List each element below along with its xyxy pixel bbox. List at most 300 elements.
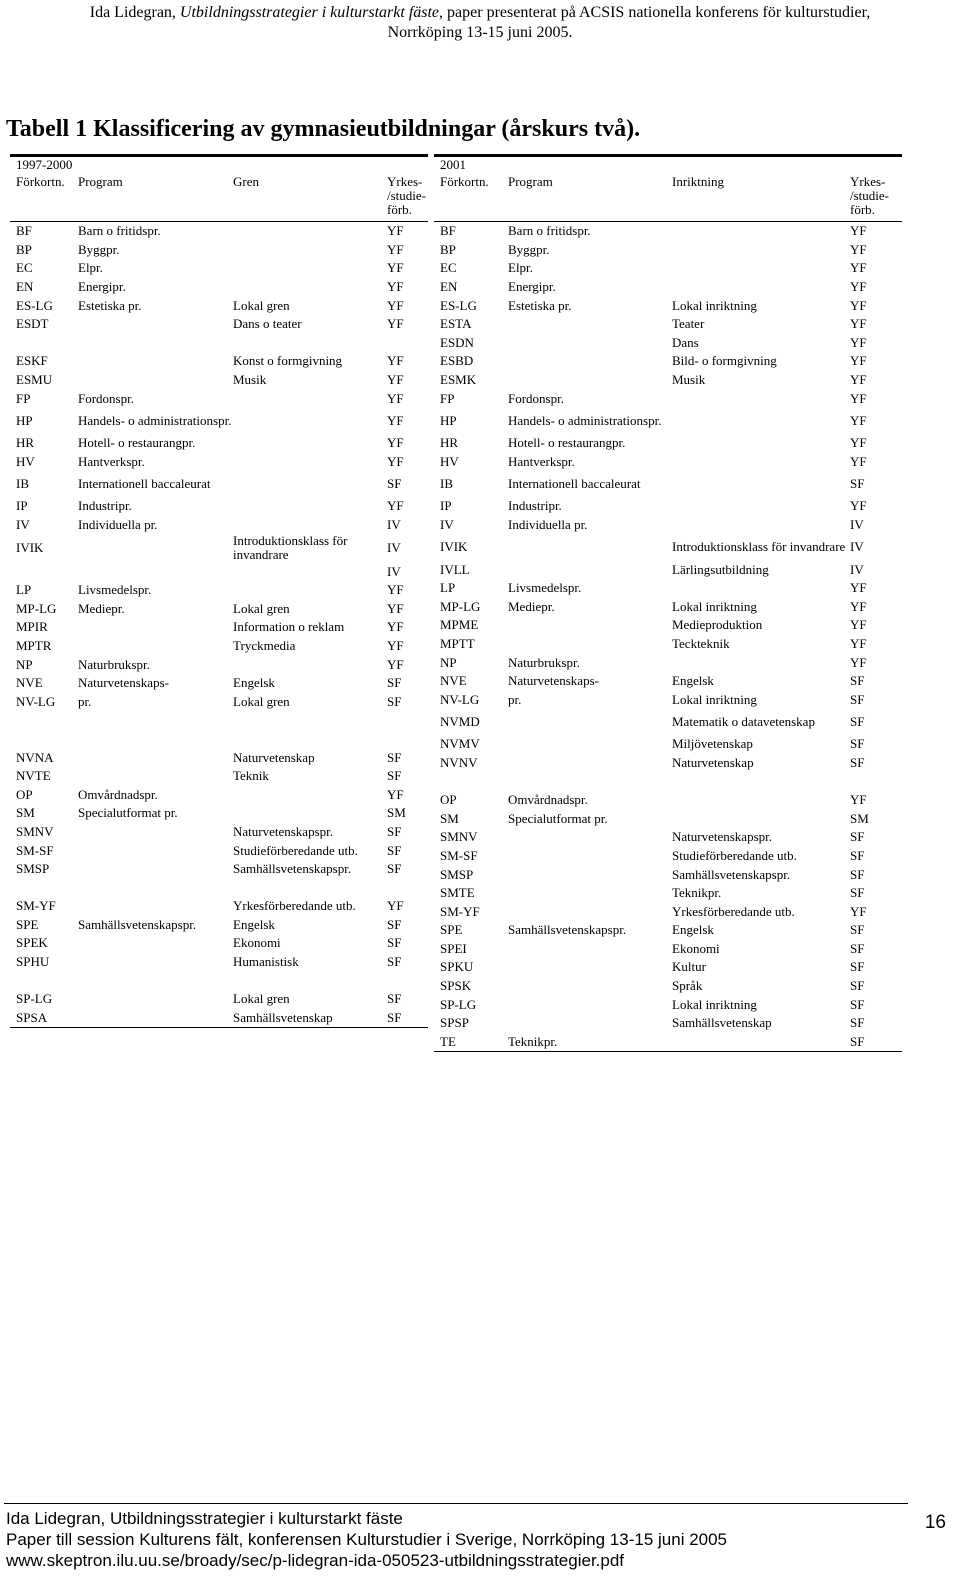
table-cell — [233, 453, 387, 472]
table-cell: Musik — [672, 372, 706, 388]
table-cell: Elpr. — [508, 260, 533, 276]
table-cell — [508, 560, 672, 579]
table-cell — [78, 315, 233, 334]
table-row — [10, 222, 428, 241]
table-cell: Mediepr. — [508, 598, 555, 614]
table-cell: SF — [387, 861, 402, 877]
table-cell: Ekonomi — [672, 940, 720, 956]
table-cell: YF — [387, 390, 404, 406]
table-cell: YF — [387, 316, 404, 332]
table-cell: Naturvetenskap — [233, 749, 315, 765]
table-row — [10, 730, 428, 749]
table-cell: HR — [440, 435, 459, 451]
table-cell: YF — [850, 241, 867, 257]
table-cell: Byggpr. — [508, 241, 550, 257]
table-cell: YF — [850, 903, 867, 919]
table-cell: Individuella pr. — [78, 517, 158, 533]
table-row — [10, 334, 428, 353]
table-cell: Dans o teater — [233, 316, 302, 332]
table-cell — [10, 562, 78, 581]
table-cell: YF — [387, 279, 404, 295]
table-cell: Energipr. — [78, 279, 126, 295]
table-cell: SF — [387, 823, 402, 839]
table-cell: SPSP — [440, 1015, 469, 1031]
column-header-part: Yrkes- — [850, 174, 886, 189]
table-cell: EC — [16, 260, 33, 276]
table-cell: SF — [387, 768, 402, 784]
column-header-part: Yrkes- — [387, 174, 423, 189]
table-row — [10, 389, 428, 408]
table-cell — [508, 958, 672, 977]
table-cell: IV — [850, 517, 864, 533]
table-cell: SM-YF — [440, 903, 480, 919]
table-row — [434, 560, 902, 579]
table-cell: SPEK — [16, 935, 48, 951]
table-cell: YF — [850, 223, 867, 239]
column-header-part: förb. — [387, 202, 412, 217]
table-cell: ESMK — [440, 372, 477, 388]
table-cell: HP — [16, 412, 33, 428]
table-cell: Lokal inriktning — [672, 598, 757, 614]
table-cell: YF — [850, 453, 867, 469]
table-cell: YF — [387, 582, 404, 598]
table-row — [10, 408, 428, 434]
table-cell: SMSP — [16, 861, 50, 877]
table-cell — [672, 278, 850, 297]
table-cell — [78, 823, 233, 842]
table-row — [434, 958, 902, 977]
table-cell: Barn o fritidspr. — [78, 223, 161, 239]
table-row — [10, 600, 428, 619]
table-cell — [508, 884, 672, 903]
table-cell — [233, 878, 387, 897]
table-cell: NP — [440, 654, 457, 670]
table-row — [434, 635, 902, 654]
table-cell: BF — [16, 223, 32, 239]
table-cell: Humanistisk — [233, 954, 299, 970]
table-cell: IV — [387, 540, 401, 556]
table-cell — [10, 334, 78, 353]
table-cell — [434, 772, 508, 791]
table-cell: YF — [387, 260, 404, 276]
table-cell — [78, 841, 233, 860]
table-cell: SPE — [16, 916, 39, 932]
column-header: Program — [78, 172, 233, 222]
table-cell — [233, 222, 387, 241]
table-cell: Estetiska pr. — [78, 297, 142, 313]
table-cell: Lokal inriktning — [672, 996, 757, 1012]
table-cell: Teckteknik — [672, 635, 730, 651]
table-cell — [78, 878, 233, 897]
table-row — [434, 534, 902, 560]
column-header-part: förb. — [850, 202, 875, 217]
table-cell: MPIR — [16, 619, 48, 635]
table-cell: YF — [387, 637, 404, 653]
table-cell: SF — [387, 991, 402, 1007]
table-cell: YF — [387, 498, 404, 514]
table-cell — [233, 581, 387, 600]
table-cell: YF — [387, 619, 404, 635]
table-cell: SF — [387, 842, 402, 858]
table-cell: TE — [434, 1033, 508, 1052]
table-cell — [508, 534, 672, 560]
table-cell: YF — [850, 353, 867, 369]
table-cell: Språk — [672, 978, 703, 994]
table-cell — [387, 730, 428, 749]
table-cell: Handels- o administrationspr. — [78, 412, 232, 428]
column-header — [387, 172, 428, 222]
table-cell: Industripr. — [78, 498, 132, 514]
table-cell: YF — [850, 279, 867, 295]
table-cell: YF — [850, 372, 867, 388]
table-cell — [850, 772, 902, 791]
table-cell — [672, 389, 850, 408]
table-cell — [10, 711, 78, 730]
table-row — [434, 653, 902, 672]
table-row — [10, 971, 428, 990]
table-cell: NVTE — [16, 768, 51, 784]
table-cell: Samhällsvetenskap — [672, 1015, 772, 1031]
table-cell: FP — [440, 390, 455, 406]
table-cell: Specialutformat pr. — [78, 805, 178, 821]
table-cell: SPKU — [440, 959, 474, 975]
table-cell — [387, 711, 428, 730]
table-row — [10, 916, 428, 935]
table-cell: YF — [387, 453, 404, 469]
table-cell: SF — [850, 691, 865, 707]
table-cell: IP — [440, 498, 452, 514]
table-row — [10, 674, 428, 693]
table-cell: YF — [387, 297, 404, 313]
footer-line-3[interactable]: www.skeptron.ilu.uu.se/broady/sec/p-lidegran-ida-050523-utbildningsstrategier.pdf — [6, 1551, 625, 1570]
table-cell: Lokal inriktning — [672, 297, 757, 313]
table-cell: YF — [850, 598, 867, 614]
table-row — [10, 860, 428, 879]
table-cell: SM — [850, 810, 869, 826]
table-row — [10, 692, 428, 711]
table-cell — [672, 471, 850, 497]
table-cell — [233, 241, 387, 260]
table-row — [10, 241, 428, 260]
table-cell — [78, 934, 233, 953]
table-cell: NVE — [16, 675, 43, 691]
table-cell — [508, 315, 672, 334]
table-cell: Naturvetenskapspr. — [672, 829, 773, 845]
column-header: Förkortn. — [434, 172, 508, 222]
table-cell — [508, 735, 672, 754]
table-cell: SPE — [440, 922, 463, 938]
table-row — [10, 315, 428, 334]
table-row — [434, 902, 902, 921]
table-cell: ESBD — [440, 353, 474, 369]
table-cell: Byggpr. — [78, 241, 120, 257]
table-cell: ESDN — [440, 334, 474, 350]
column-header-row — [434, 172, 902, 222]
column-header-row — [10, 172, 428, 222]
table-cell: SM-SF — [16, 842, 54, 858]
table-row — [10, 785, 428, 804]
table-cell — [10, 878, 78, 897]
table-row — [434, 516, 902, 535]
table-cell: YF — [850, 334, 867, 350]
table-cell: Internationell baccaleurat — [78, 476, 211, 492]
table-cell: SF — [387, 916, 402, 932]
table-cell — [508, 616, 672, 635]
table-cell: ESKF — [16, 353, 48, 369]
table-cell: SF — [850, 866, 865, 882]
table-cell — [387, 971, 428, 990]
table-cell: Naturbrukspr. — [508, 654, 580, 670]
table-cell — [78, 618, 233, 637]
table-cell: pr. — [78, 693, 92, 709]
table-row — [434, 296, 902, 315]
table-cell: YF — [850, 390, 867, 406]
table-cell — [508, 847, 672, 866]
table-cell: YF — [850, 654, 867, 670]
table-cell: SF — [387, 749, 402, 765]
table-cell — [672, 453, 850, 472]
table-cell: Lokal gren — [233, 693, 290, 709]
table-cell: IV — [850, 539, 864, 555]
table-cell: NVMD — [440, 714, 480, 730]
table-cell: MPTT — [440, 635, 475, 651]
table-row — [434, 828, 902, 847]
table-cell — [78, 352, 233, 371]
header-line-2: Norrköping 13-15 juni 2005. — [387, 24, 573, 41]
table-cell — [508, 940, 672, 959]
table-cell: Estetiska pr. — [508, 297, 572, 313]
table-cell: Internationell baccaleurat — [508, 476, 641, 492]
table-cell: Energipr. — [508, 279, 556, 295]
table-cell: NVNV — [440, 754, 478, 770]
table-cell — [78, 371, 233, 390]
table-cell: Teknikpr. — [672, 885, 722, 901]
table-cell: MP-LG — [440, 598, 481, 614]
table-cell: ES-LG — [440, 297, 477, 313]
table-cell: Teknik — [233, 768, 269, 784]
table-cell: YF — [850, 412, 867, 428]
table-row — [434, 977, 902, 996]
table-cell: BP — [16, 241, 32, 257]
table-row — [434, 241, 902, 260]
table-row — [10, 434, 428, 453]
table-1997-2000 — [10, 154, 428, 1028]
table-row — [434, 791, 902, 810]
table-row — [10, 534, 428, 562]
table-cell: SF — [850, 996, 865, 1012]
table-cell: Bild- o formgivning — [672, 353, 777, 369]
table-cell: HV — [440, 453, 459, 469]
table-row — [434, 434, 902, 453]
table-cell: Specialutformat pr. — [508, 810, 608, 826]
table-cell: SMTE — [440, 885, 475, 901]
table-cell — [672, 241, 850, 260]
table-cell: Individuella pr. — [508, 517, 588, 533]
table-cell: YF — [387, 372, 404, 388]
table-cell: Konst o formgivning — [233, 353, 343, 369]
table-cell: SF — [850, 754, 865, 770]
table-cell: Lokal gren — [233, 991, 290, 1007]
table-cell — [387, 878, 428, 897]
column-header-part: /studie- — [850, 188, 889, 203]
table-cell — [233, 278, 387, 297]
table-cell: SF — [850, 959, 865, 975]
table-cell: Studieförberedande utb. — [233, 842, 358, 858]
table-row — [434, 847, 902, 866]
table-cell: Barn o fritidspr. — [508, 223, 591, 239]
table-cell: Lokal inriktning — [672, 691, 757, 707]
table-cell: IB — [440, 476, 453, 492]
table-cell — [672, 222, 850, 241]
table-cell — [672, 1033, 850, 1052]
table-row — [434, 809, 902, 828]
table-cell: Handels- o administrationspr. — [508, 412, 662, 428]
table-cell — [508, 828, 672, 847]
table-cell: IV — [387, 517, 401, 533]
table-cell — [78, 334, 233, 353]
table-row — [10, 934, 428, 953]
table-cell — [508, 1014, 672, 1033]
header-author: Ida Lidegran, — [89, 4, 180, 21]
table-cell — [508, 977, 672, 996]
table-cell: Engelsk — [233, 675, 275, 691]
table-cell — [78, 971, 233, 990]
table-cell: YF — [387, 898, 404, 914]
header-rest: , paper presenterat på ACSIS nationella konferens för kulturstudier, — [439, 4, 871, 21]
table-cell: Engelsk — [233, 916, 275, 932]
table-cell — [10, 971, 78, 990]
table-cell: YF — [850, 435, 867, 451]
table-cell: Lokal gren — [233, 600, 290, 616]
table-cell: pr. — [508, 691, 522, 707]
table-cell: Teater — [672, 316, 705, 332]
table-cell: SF — [850, 847, 865, 863]
table-cell: MPTR — [16, 637, 52, 653]
table-cell — [233, 785, 387, 804]
table-cell: Musik — [233, 372, 267, 388]
table-cell: HV — [16, 453, 35, 469]
table-cell: SF — [850, 1015, 865, 1031]
table-cell: SF — [850, 885, 865, 901]
table-row — [10, 804, 428, 823]
table-row — [10, 897, 428, 916]
table-cell: Naturvetenskaps- — [78, 675, 169, 691]
table-row — [434, 371, 902, 390]
table-cell: Fordonspr. — [508, 390, 564, 406]
table-cell — [78, 860, 233, 879]
table-cell: MPME — [440, 617, 479, 633]
table-cell: LP — [440, 580, 456, 596]
table-cell: Naturvetenskapspr. — [233, 823, 334, 839]
table-cell — [233, 334, 387, 353]
table-row — [434, 471, 902, 497]
column-header: Förkortn. — [10, 172, 78, 222]
table-cell: Tryckmedia — [233, 637, 296, 653]
table-cell: Lokal gren — [233, 297, 290, 313]
table-cell — [78, 562, 233, 581]
table-cell: Ekonomi — [233, 935, 281, 951]
table-cell: IVIK — [440, 539, 468, 555]
table-cell: SF — [850, 829, 865, 845]
table-cell: Introduktionsklass för invandrare — [233, 534, 348, 563]
table-cell — [78, 534, 233, 562]
table-cell: Hantverkspr. — [508, 453, 575, 469]
table-cell: SF — [387, 476, 402, 492]
table-row — [10, 352, 428, 371]
table-cell — [672, 516, 850, 535]
table-cell: Hotell- o restaurangpr. — [78, 435, 196, 451]
table-cell — [387, 334, 428, 353]
table-row — [434, 772, 902, 791]
table-cell: IB — [16, 476, 29, 492]
table-cell: LP — [16, 582, 32, 598]
table-cell — [233, 471, 387, 497]
table-row — [10, 371, 428, 390]
table-cell: EN — [440, 279, 458, 295]
table-row — [10, 581, 428, 600]
table-cell — [78, 730, 233, 749]
table-cell: IV — [16, 517, 30, 533]
table-row — [10, 823, 428, 842]
table-row — [434, 222, 902, 241]
table-cell — [508, 352, 672, 371]
table-row — [434, 995, 902, 1014]
table-cell: HR — [16, 435, 35, 451]
table-row — [434, 884, 902, 903]
table-cell: Samhällsvetenskapspr. — [78, 916, 197, 932]
table-cell: Fordonspr. — [78, 390, 134, 406]
table-cell: YF — [387, 412, 404, 428]
table-cell: NV-LG — [440, 691, 480, 707]
table-row — [10, 953, 428, 972]
table-cell: SM — [440, 810, 459, 826]
table-cell — [508, 754, 672, 773]
table-cell: BF — [440, 223, 456, 239]
table-cell — [78, 637, 233, 656]
table-cell — [78, 953, 233, 972]
table-row — [10, 259, 428, 278]
footer-line-2: Paper till session Kulturens fält, konferensen Kulturstudier i Sverige, Norrköping 13-15 juni 2005 — [6, 1530, 728, 1549]
table-cell — [233, 434, 387, 453]
table-cell — [508, 772, 672, 791]
column-header — [850, 172, 902, 222]
table-cell: IV — [387, 563, 401, 579]
table-cell: SF — [850, 1033, 902, 1052]
table-cell: SPHU — [16, 954, 50, 970]
table-row — [10, 278, 428, 297]
table-cell: YF — [850, 635, 867, 651]
table-cell — [78, 990, 233, 1009]
table-cell: Samhällsvetenskap — [233, 1009, 387, 1028]
table-row — [10, 878, 428, 897]
table-row — [434, 754, 902, 773]
page-number: 16 — [924, 1512, 946, 1533]
table-cell: SF — [850, 476, 865, 492]
table-cell — [10, 730, 78, 749]
footer — [6, 1508, 727, 1571]
table-cell: YF — [850, 260, 867, 276]
table-cell — [508, 865, 672, 884]
column-header: Program — [508, 172, 672, 222]
table-cell — [233, 562, 387, 581]
table-cell: YF — [387, 353, 404, 369]
table-cell: BP — [440, 241, 456, 257]
table-cell — [233, 516, 387, 535]
table-cell: Dans — [672, 334, 699, 350]
table-row — [434, 408, 902, 434]
table-cell: Elpr. — [78, 260, 103, 276]
table-row — [434, 690, 902, 709]
